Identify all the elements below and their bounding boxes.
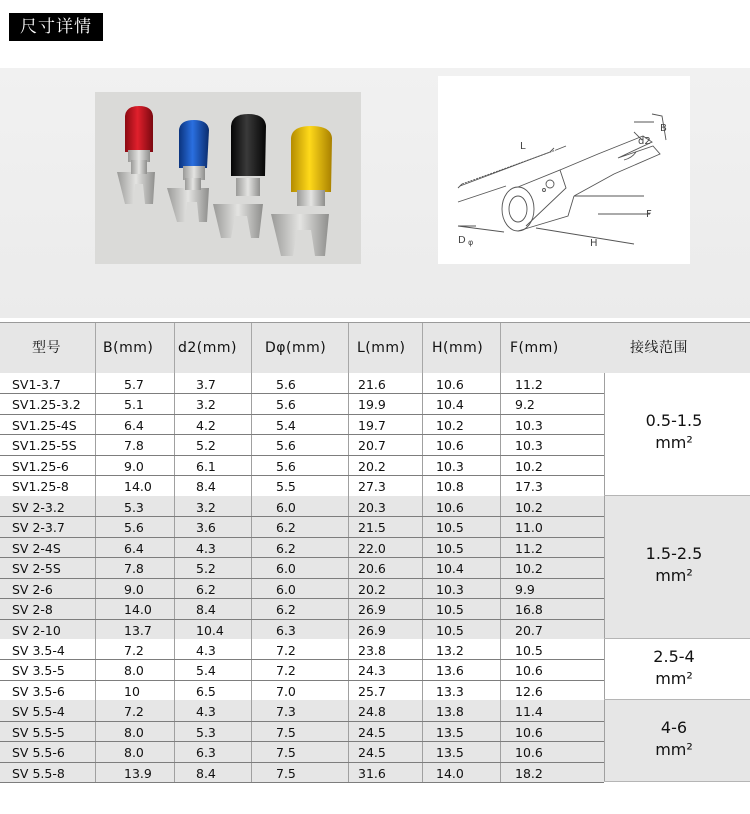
cell-b: 7.2 <box>124 642 144 658</box>
cell-f: 10.3 <box>515 438 543 454</box>
cell-d2: 4.3 <box>196 642 216 658</box>
cell-f: 10.2 <box>515 499 543 515</box>
cell-f: 10.6 <box>515 724 543 740</box>
label-H: H <box>590 238 598 249</box>
cell-l: 21.5 <box>358 520 386 536</box>
cell-dphi: 6.2 <box>276 540 296 556</box>
wire-range-unit: mm² <box>655 740 693 760</box>
cell-model: SV 2-8 <box>12 602 53 618</box>
cell-model: SV1-3.7 <box>12 377 61 392</box>
cell-b: 7.8 <box>124 438 144 454</box>
cell-dphi: 6.3 <box>276 622 296 638</box>
cell-l: 24.8 <box>358 704 386 720</box>
cell-dphi: 6.0 <box>276 561 296 577</box>
cell-b: 14.0 <box>124 602 152 618</box>
cell-b: 8.0 <box>124 724 144 740</box>
cell-l: 20.7 <box>358 438 386 454</box>
cell-model: SV 5.5-6 <box>12 745 65 761</box>
header-h: H(mm) <box>432 340 484 356</box>
cell-l: 20.2 <box>358 458 386 474</box>
cell-dphi: 5.6 <box>276 377 296 392</box>
cell-model: SV1.25-5S <box>12 438 77 454</box>
table-row <box>0 619 604 640</box>
cell-h: 14.0 <box>436 765 464 781</box>
black-terminal <box>213 114 266 238</box>
cell-d2: 6.2 <box>196 581 216 597</box>
table-row <box>0 578 604 599</box>
cell-f: 11.4 <box>515 704 543 720</box>
table-row <box>0 639 604 660</box>
cell-f: 20.7 <box>515 622 543 638</box>
table-row <box>0 496 604 517</box>
label-L: L <box>520 141 526 152</box>
cell-f: 11.0 <box>515 520 543 536</box>
wire-range-unit: mm² <box>655 668 693 688</box>
cell-model: SV 5.5-5 <box>12 724 65 740</box>
cell-d2: 3.2 <box>196 499 216 515</box>
cell-h: 10.3 <box>436 458 464 474</box>
cell-h: 10.5 <box>436 520 464 536</box>
cell-b: 6.4 <box>124 417 144 433</box>
cell-d2: 4.3 <box>196 704 216 720</box>
cell-d2: 3.7 <box>196 377 216 392</box>
cell-dphi: 7.5 <box>276 765 296 781</box>
cell-d2: 8.4 <box>196 602 216 618</box>
wire-range-cell <box>605 410 743 454</box>
cell-d2: 5.2 <box>196 561 216 577</box>
cell-model: SV 3.5-4 <box>12 642 65 658</box>
cell-dphi: 7.2 <box>276 663 296 679</box>
cell-d2: 5.4 <box>196 663 216 679</box>
cell-d2: 5.3 <box>196 724 216 740</box>
cell-b: 9.0 <box>124 581 144 597</box>
cell-d2: 8.4 <box>196 479 216 495</box>
cell-dphi: 5.5 <box>276 479 296 495</box>
cell-h: 10.4 <box>436 397 464 413</box>
cell-f: 10.6 <box>515 745 543 761</box>
cell-b: 8.0 <box>124 745 144 761</box>
cell-d2: 4.2 <box>196 417 216 433</box>
cell-f: 10.2 <box>515 561 543 577</box>
cell-l: 24.5 <box>358 745 386 761</box>
cell-b: 13.9 <box>124 765 152 781</box>
cell-l: 26.9 <box>358 622 386 638</box>
cell-dphi: 7.2 <box>276 642 296 658</box>
cell-d2: 6.3 <box>196 745 216 761</box>
table-row <box>0 475 604 496</box>
dimension-diagram <box>438 76 690 264</box>
table-row <box>0 557 604 578</box>
cell-h: 10.6 <box>436 499 464 515</box>
header-d2: d2(mm) <box>178 340 237 356</box>
cell-h: 10.2 <box>436 417 464 433</box>
table-row <box>0 741 604 762</box>
wire-range-value: 2.5-4 <box>653 646 695 666</box>
wire-range-value: 4-6 <box>660 718 688 738</box>
product-photo <box>95 92 361 264</box>
table-row <box>0 373 604 394</box>
cell-b: 5.3 <box>124 499 144 515</box>
cell-model: SV1.25-8 <box>12 479 69 495</box>
cell-l: 31.6 <box>358 765 386 781</box>
label-d2: d2 <box>638 136 651 147</box>
cell-f: 10.5 <box>515 642 543 658</box>
cell-b: 9.0 <box>124 458 144 474</box>
table-row <box>0 598 604 619</box>
cell-dphi: 6.2 <box>276 520 296 536</box>
cell-b: 6.4 <box>124 540 144 556</box>
cell-dphi: 6.0 <box>276 581 296 597</box>
header-model: 型号 <box>32 340 61 356</box>
cell-dphi: 5.4 <box>276 417 296 433</box>
header-l: L(mm) <box>357 340 406 356</box>
table-row <box>0 721 604 742</box>
cell-h: 10.8 <box>436 479 464 495</box>
cell-f: 10.2 <box>515 458 543 474</box>
cell-b: 8.0 <box>124 663 144 679</box>
cell-l: 19.9 <box>358 397 386 413</box>
cell-dphi: 7.0 <box>276 683 296 699</box>
header-b: B(mm) <box>103 340 154 356</box>
row-group <box>0 373 750 496</box>
table-row <box>0 455 604 476</box>
cell-h: 10.5 <box>436 602 464 618</box>
table-row <box>0 700 604 721</box>
cell-f: 9.2 <box>515 397 535 413</box>
red-terminal <box>117 106 155 204</box>
cell-f: 10.6 <box>515 663 543 679</box>
cell-f: 18.2 <box>515 765 543 781</box>
table-row <box>0 414 604 435</box>
row-group <box>0 639 750 700</box>
cell-f: 9.9 <box>515 581 535 597</box>
group-divider <box>604 781 750 782</box>
cell-l: 25.7 <box>358 683 386 699</box>
cell-h: 10.6 <box>436 377 464 392</box>
cell-f: 12.6 <box>515 683 543 699</box>
cell-d2: 6.1 <box>196 458 216 474</box>
cell-l: 20.2 <box>358 581 386 597</box>
wire-range-unit: mm² <box>655 566 693 586</box>
cell-model: SV 2-3.7 <box>12 520 65 536</box>
cell-h: 13.5 <box>436 745 464 761</box>
label-D: D <box>458 235 466 246</box>
cell-h: 13.6 <box>436 663 464 679</box>
header-dphi: Dφ(mm) <box>265 340 327 356</box>
cell-f: 16.8 <box>515 602 543 618</box>
cell-model: SV 5.5-4 <box>12 704 65 720</box>
cell-f: 11.2 <box>515 377 543 392</box>
cell-h: 10.3 <box>436 581 464 597</box>
wire-range-cell <box>605 717 743 761</box>
yellow-terminal <box>271 126 332 256</box>
cell-model: SV 2-6 <box>12 581 53 597</box>
table-row <box>0 434 604 455</box>
cell-model: SV 2-10 <box>12 622 61 638</box>
cell-model: SV 3.5-5 <box>12 663 65 679</box>
cell-h: 13.3 <box>436 683 464 699</box>
cell-l: 24.5 <box>358 724 386 740</box>
cell-d2: 4.3 <box>196 540 216 556</box>
cell-model: SV 3.5-6 <box>12 683 65 699</box>
header-f: F(mm) <box>510 340 559 356</box>
header-wire-range: 接线范围 <box>630 340 688 356</box>
cell-h: 10.4 <box>436 561 464 577</box>
cell-d2: 5.2 <box>196 438 216 454</box>
wire-range-value: 0.5-1.5 <box>645 411 703 431</box>
cell-f: 10.3 <box>515 417 543 433</box>
cell-b: 14.0 <box>124 479 152 495</box>
cell-h: 13.2 <box>436 642 464 658</box>
table-row <box>0 516 604 537</box>
table-row <box>0 537 604 558</box>
cell-model: SV 5.5-8 <box>12 765 65 781</box>
label-phi: φ <box>468 238 474 247</box>
cell-f: 17.3 <box>515 479 543 495</box>
cell-dphi: 5.6 <box>276 397 296 413</box>
cell-d2: 10.4 <box>196 622 224 638</box>
table-header <box>0 323 750 373</box>
table-row <box>0 659 604 680</box>
cell-dphi: 5.6 <box>276 458 296 474</box>
cell-h: 10.5 <box>436 622 464 638</box>
cell-b: 10 <box>124 683 140 699</box>
cell-model: SV1.25-3.2 <box>12 397 81 413</box>
terminal-line-drawing <box>438 76 690 264</box>
wire-range-cell <box>605 543 743 587</box>
table-row <box>0 680 604 701</box>
label-F: F <box>646 209 652 220</box>
cell-b: 5.1 <box>124 397 144 413</box>
cell-dphi: 6.0 <box>276 499 296 515</box>
cell-model: SV1.25-6 <box>12 458 69 474</box>
cell-h: 13.8 <box>436 704 464 720</box>
cell-dphi: 7.5 <box>276 745 296 761</box>
label-B: B <box>660 123 667 134</box>
cell-model: SV1.25-4S <box>12 417 77 433</box>
section-title: 尺寸详情 <box>9 13 103 41</box>
spade-terminals-illustration <box>95 92 361 264</box>
cell-b: 7.2 <box>124 704 144 720</box>
cell-h: 10.6 <box>436 438 464 454</box>
cell-l: 20.3 <box>358 499 386 515</box>
cell-dphi: 5.6 <box>276 438 296 454</box>
cell-l: 27.3 <box>358 479 386 495</box>
spec-table <box>0 322 750 781</box>
cell-l: 19.7 <box>358 417 386 433</box>
cell-d2: 8.4 <box>196 765 216 781</box>
cell-l: 24.3 <box>358 663 386 679</box>
cell-d2: 3.2 <box>196 397 216 413</box>
cell-l: 26.9 <box>358 602 386 618</box>
wire-range-cell <box>605 646 743 690</box>
cell-l: 23.8 <box>358 642 386 658</box>
wire-range-unit: mm² <box>655 433 693 453</box>
wire-range-value: 1.5-2.5 <box>645 544 703 564</box>
cell-b: 13.7 <box>124 622 152 638</box>
cell-b: 5.7 <box>124 377 144 392</box>
cell-d2: 6.5 <box>196 683 216 699</box>
row-group <box>0 700 750 782</box>
cell-l: 22.0 <box>358 540 386 556</box>
table-row <box>0 762 604 783</box>
cell-h: 10.5 <box>436 540 464 556</box>
cell-model: SV 2-4S <box>12 540 61 556</box>
cell-dphi: 6.2 <box>276 602 296 618</box>
cell-f: 11.2 <box>515 540 543 556</box>
cell-model: SV 2-5S <box>12 561 61 577</box>
table-row <box>0 393 604 414</box>
cell-l: 21.6 <box>358 377 386 392</box>
cell-dphi: 7.5 <box>276 724 296 740</box>
cell-model: SV 2-3.2 <box>12 499 65 515</box>
cell-b: 5.6 <box>124 520 144 536</box>
row-group <box>0 496 750 639</box>
cell-h: 13.5 <box>436 724 464 740</box>
cell-l: 20.6 <box>358 561 386 577</box>
blue-terminal <box>167 120 209 222</box>
cell-b: 7.8 <box>124 561 144 577</box>
cell-dphi: 7.3 <box>276 704 296 720</box>
cell-d2: 3.6 <box>196 520 216 536</box>
